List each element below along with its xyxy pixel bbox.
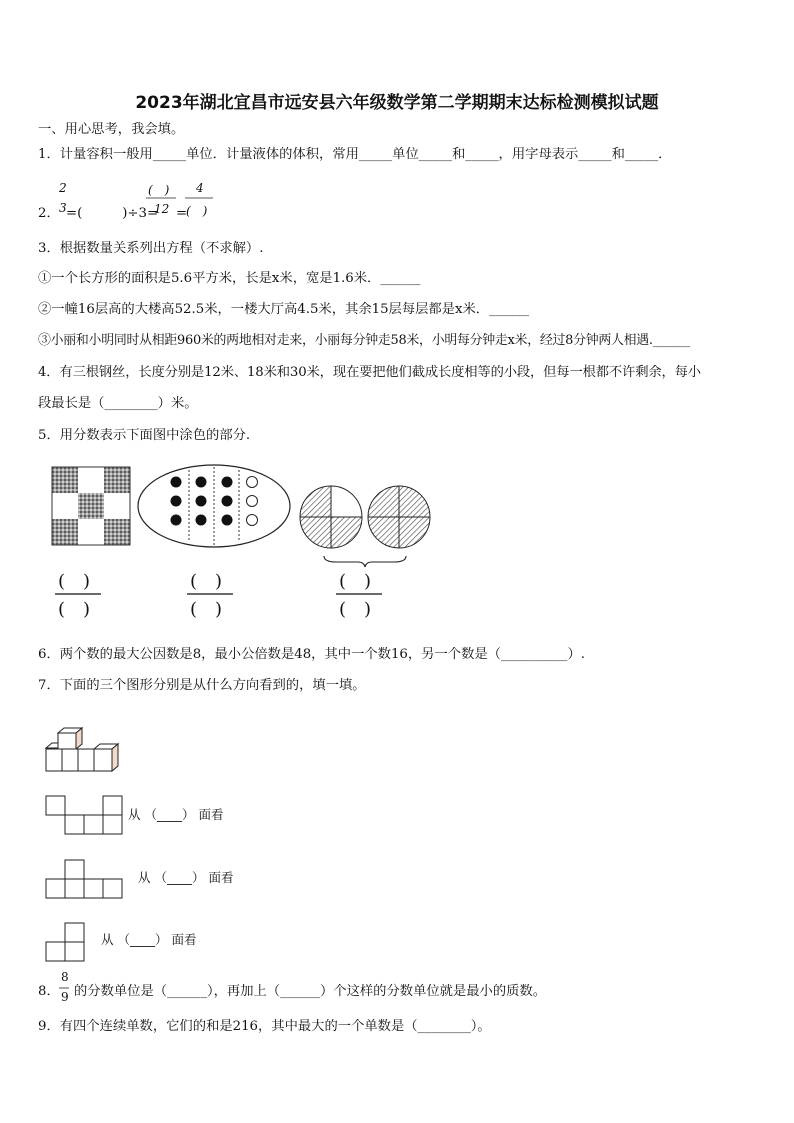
answer-1-denominator: ( ) (58, 599, 91, 620)
q2-fraction-3-bar (185, 197, 215, 199)
view-3-figure (45, 922, 89, 964)
question-3-part-1: ①一个长方形的面积是5.6平方米，长是x米，宽是1.6米．______ (38, 271, 421, 286)
view-1-figure (45, 795, 125, 835)
question-8-number: 8． (38, 984, 60, 999)
checkerboard-figure (52, 467, 132, 547)
answer-1-numerator: ( ) (58, 571, 91, 592)
q2-equals: = (176, 206, 188, 221)
q2-fraction-2-denominator: 12 (154, 202, 170, 216)
q2-fraction-3-numerator: 4 (196, 181, 204, 195)
question-3-part-3: ③小丽和小明同时从相距960米的两地相对走来，小丽每分钟走58米，小明每分钟走x米，经过8分钟两人相遇.______ (38, 333, 690, 348)
view-2-label: 从 （____） 面看 (138, 870, 234, 885)
question-3: 3．根据数量关系列出方程（不求解）. (38, 241, 264, 256)
answer-2-denominator: ( ) (190, 599, 223, 620)
view-3-label: 从 （____） 面看 (101, 932, 197, 947)
question-3-part-2: ②一幢16层高的大楼高52.5米，一楼大厅高4.5米，其余15层每层都是x米．______ (38, 302, 529, 317)
q2-fraction-1-numerator: 2 (59, 181, 67, 195)
cube-stack-figure (44, 727, 128, 775)
brace-icon (322, 554, 408, 568)
answer-2-numerator: ( ) (190, 571, 223, 592)
question-1: 1．计量容积一般用_____单位．计量液体的体积，常用_____单位_____和_____，用字母表示_____和_____． (38, 147, 672, 162)
question-4-line-1: 4．有三根钢丝，长度分别是12米、18米和30米，现在要把他们截成长度相等的小段，但每一根都不许剩余，每小 (38, 365, 701, 380)
quartered-circles-figure (298, 484, 434, 550)
ellipse-dots-figure (137, 464, 293, 550)
question-2-number: 2． (38, 206, 60, 221)
view-1-label: 从 （____） 面看 (128, 807, 224, 822)
answer-3-numerator: ( ) (339, 571, 372, 592)
q8-fraction-denominator: 9 (61, 990, 69, 1004)
q8-fraction-bar (59, 987, 71, 989)
section-heading: 一、用心思考，我会填。 (38, 122, 185, 137)
question-8: 的分数单位是（______），再加上（______）个这样的分数单位就是最小的质数。 (74, 984, 547, 999)
question-7: 7．下面的三个图形分别是从什么方向看到的，填一填。 (38, 678, 366, 693)
q2-middle-expression: =( )÷3= (66, 206, 159, 221)
question-5: 5．用分数表示下面图中涂色的部分. (38, 428, 251, 443)
question-6: 6．两个数的最大公因数是8，最小公倍数是48，其中一个数16，另一个数是（__________）. (38, 647, 585, 662)
q8-fraction-numerator: 8 (61, 970, 69, 984)
page-title: 2023年湖北宜昌市远安县六年级数学第二学期期末达标检测模拟试题 (135, 93, 659, 113)
answer-3-denominator: ( ) (339, 599, 372, 620)
question-4-line-2: 段最长是（________）米。 (38, 396, 198, 411)
q2-fraction-1-denominator: 3 (59, 201, 67, 215)
q2-fraction-2-bar (146, 197, 178, 199)
q2-fraction-3-denominator: ( ) (186, 204, 208, 218)
view-2-figure (45, 859, 125, 899)
question-9: 9．有四个连续单数，它们的和是216，其中最大的一个单数是（________）。 (38, 1019, 491, 1034)
q2-fraction-2-numerator: ( ) (148, 183, 170, 197)
